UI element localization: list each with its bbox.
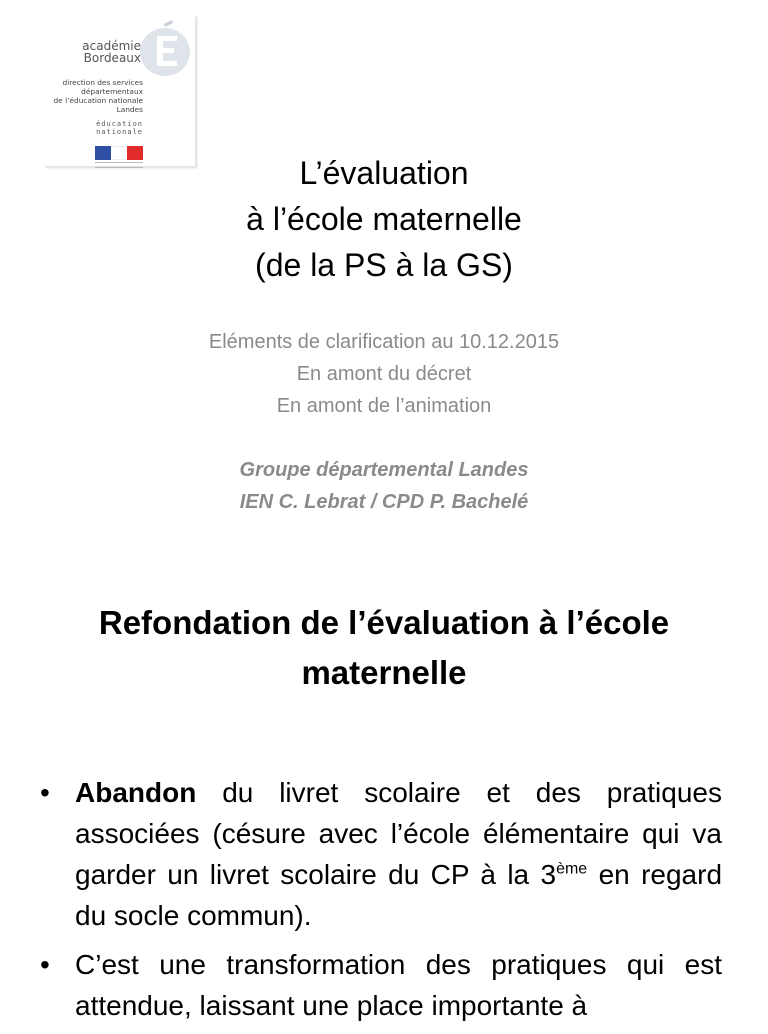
bullet-icon: •	[40, 777, 50, 808]
education-line: nationale	[96, 128, 143, 136]
slide-title	[0, 150, 768, 288]
content-slide	[0, 560, 768, 1024]
direction-text	[53, 78, 143, 114]
title-line: L’évaluation	[299, 155, 469, 191]
title-line: (de la PS à la GS)	[255, 247, 513, 283]
bullet-text-end: en regard du socle commun).	[75, 859, 723, 931]
bullet-text: du livret scolaire et des pratiques associées (césure avec l’école élémentaire qui va garder un livret scolaire du CP à la 3	[75, 777, 722, 890]
academie-city: Bordeaux	[83, 51, 141, 65]
subtitle-spacer	[0, 422, 768, 454]
title-line: à l’école maternelle	[246, 201, 522, 237]
slide-subtitle	[0, 326, 768, 518]
e-letter-logo-icon	[137, 18, 193, 78]
direction-line: départementaux	[81, 87, 143, 96]
direction-line: de l’éducation nationale	[53, 96, 143, 105]
authors-line: IEN C. Lebrat / CPD P. Bachelé	[239, 491, 529, 513]
group-line: Groupe départemental Landes	[239, 459, 529, 481]
list-item	[40, 772, 722, 936]
superscript-text: ème	[556, 860, 588, 878]
bullet-bold-text: Abandon	[75, 777, 197, 808]
subtitle-line: En amont du décret	[296, 363, 472, 385]
direction-line: direction des services	[62, 78, 143, 87]
list-item	[40, 944, 722, 1026]
slide-heading	[0, 598, 768, 698]
academie-name	[82, 40, 141, 64]
subtitle-line: En amont de l’animation	[276, 395, 492, 417]
bullet-list	[40, 772, 722, 1034]
subtitle-line: Eléments de clarification au 10.12.2015	[208, 331, 560, 353]
academie-label: académie	[82, 39, 141, 53]
education-nationale-text	[96, 120, 143, 136]
bullet-text: C’est une transformation des pratiques qui est attendue, laissant une place importante à	[75, 949, 722, 1021]
heading-line: Refondation de l’évaluation à l’école	[98, 604, 670, 641]
education-line: éducation	[96, 120, 143, 128]
academie-bordeaux-logo	[45, 16, 196, 167]
bullet-icon: •	[40, 949, 50, 980]
direction-line: Landes	[116, 105, 143, 114]
heading-line: maternelle	[301, 654, 467, 691]
